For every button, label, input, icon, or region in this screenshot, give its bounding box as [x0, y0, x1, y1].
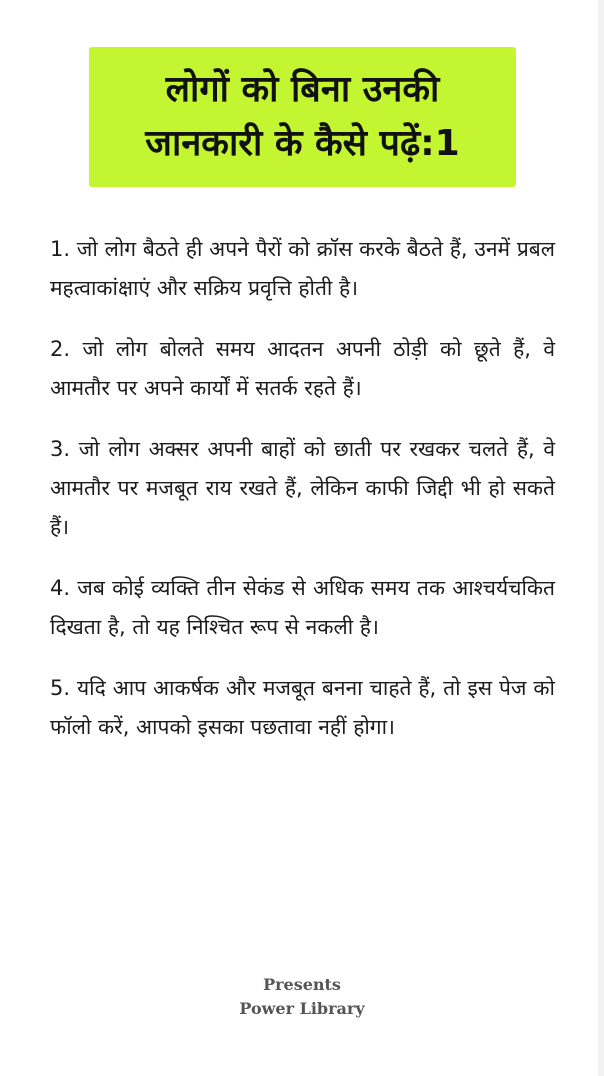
points-list: [50, 230, 555, 769]
title-line-1: लोगों को बिना उनकी: [165, 69, 440, 110]
right-edge-strip: [598, 0, 604, 1076]
title-banner: [89, 47, 516, 187]
footer-brand: Power Library: [239, 999, 365, 1018]
title-line-2: जानकारी के कैसे पढ़ें:1: [145, 123, 460, 164]
point-1: 1. जो लोग बैठते ही अपने पैरों को क्रॉस करके बैठते हैं, उनमें प्रबल महत्वाकांक्षाएं और सक्रिय प्रवृत्ति होती है।: [50, 237, 555, 300]
point-5: 5. यदि आप आकर्षक और मजबूत बनना चाहते हैं, तो इस पेज को फॉलो करें, आपको इसका पछतावा नहीं होगा।: [50, 676, 555, 739]
point-2: 2. जो लोग बोलते समय आदतन अपनी ठोड़ी को छूते हैं, वे आमतौर पर अपने कार्यों में सतर्क रहते हैं।: [50, 337, 555, 400]
point-4: 4. जब कोई व्यक्ति तीन सेकंड से अधिक समय तक आश्चर्यचकित दिखता है, तो यह निश्चित रूप से नकली है।: [50, 576, 555, 639]
footer-credit: [0, 973, 604, 1021]
footer-presents: Presents: [263, 975, 341, 994]
point-3: 3. जो लोग अक्सर अपनी बाहों को छाती पर रखकर चलते हैं, वे आमतौर पर मजबूत राय रखते हैं, लेकिन काफी जिद्दी भी हो सकते हैं।: [50, 437, 555, 539]
